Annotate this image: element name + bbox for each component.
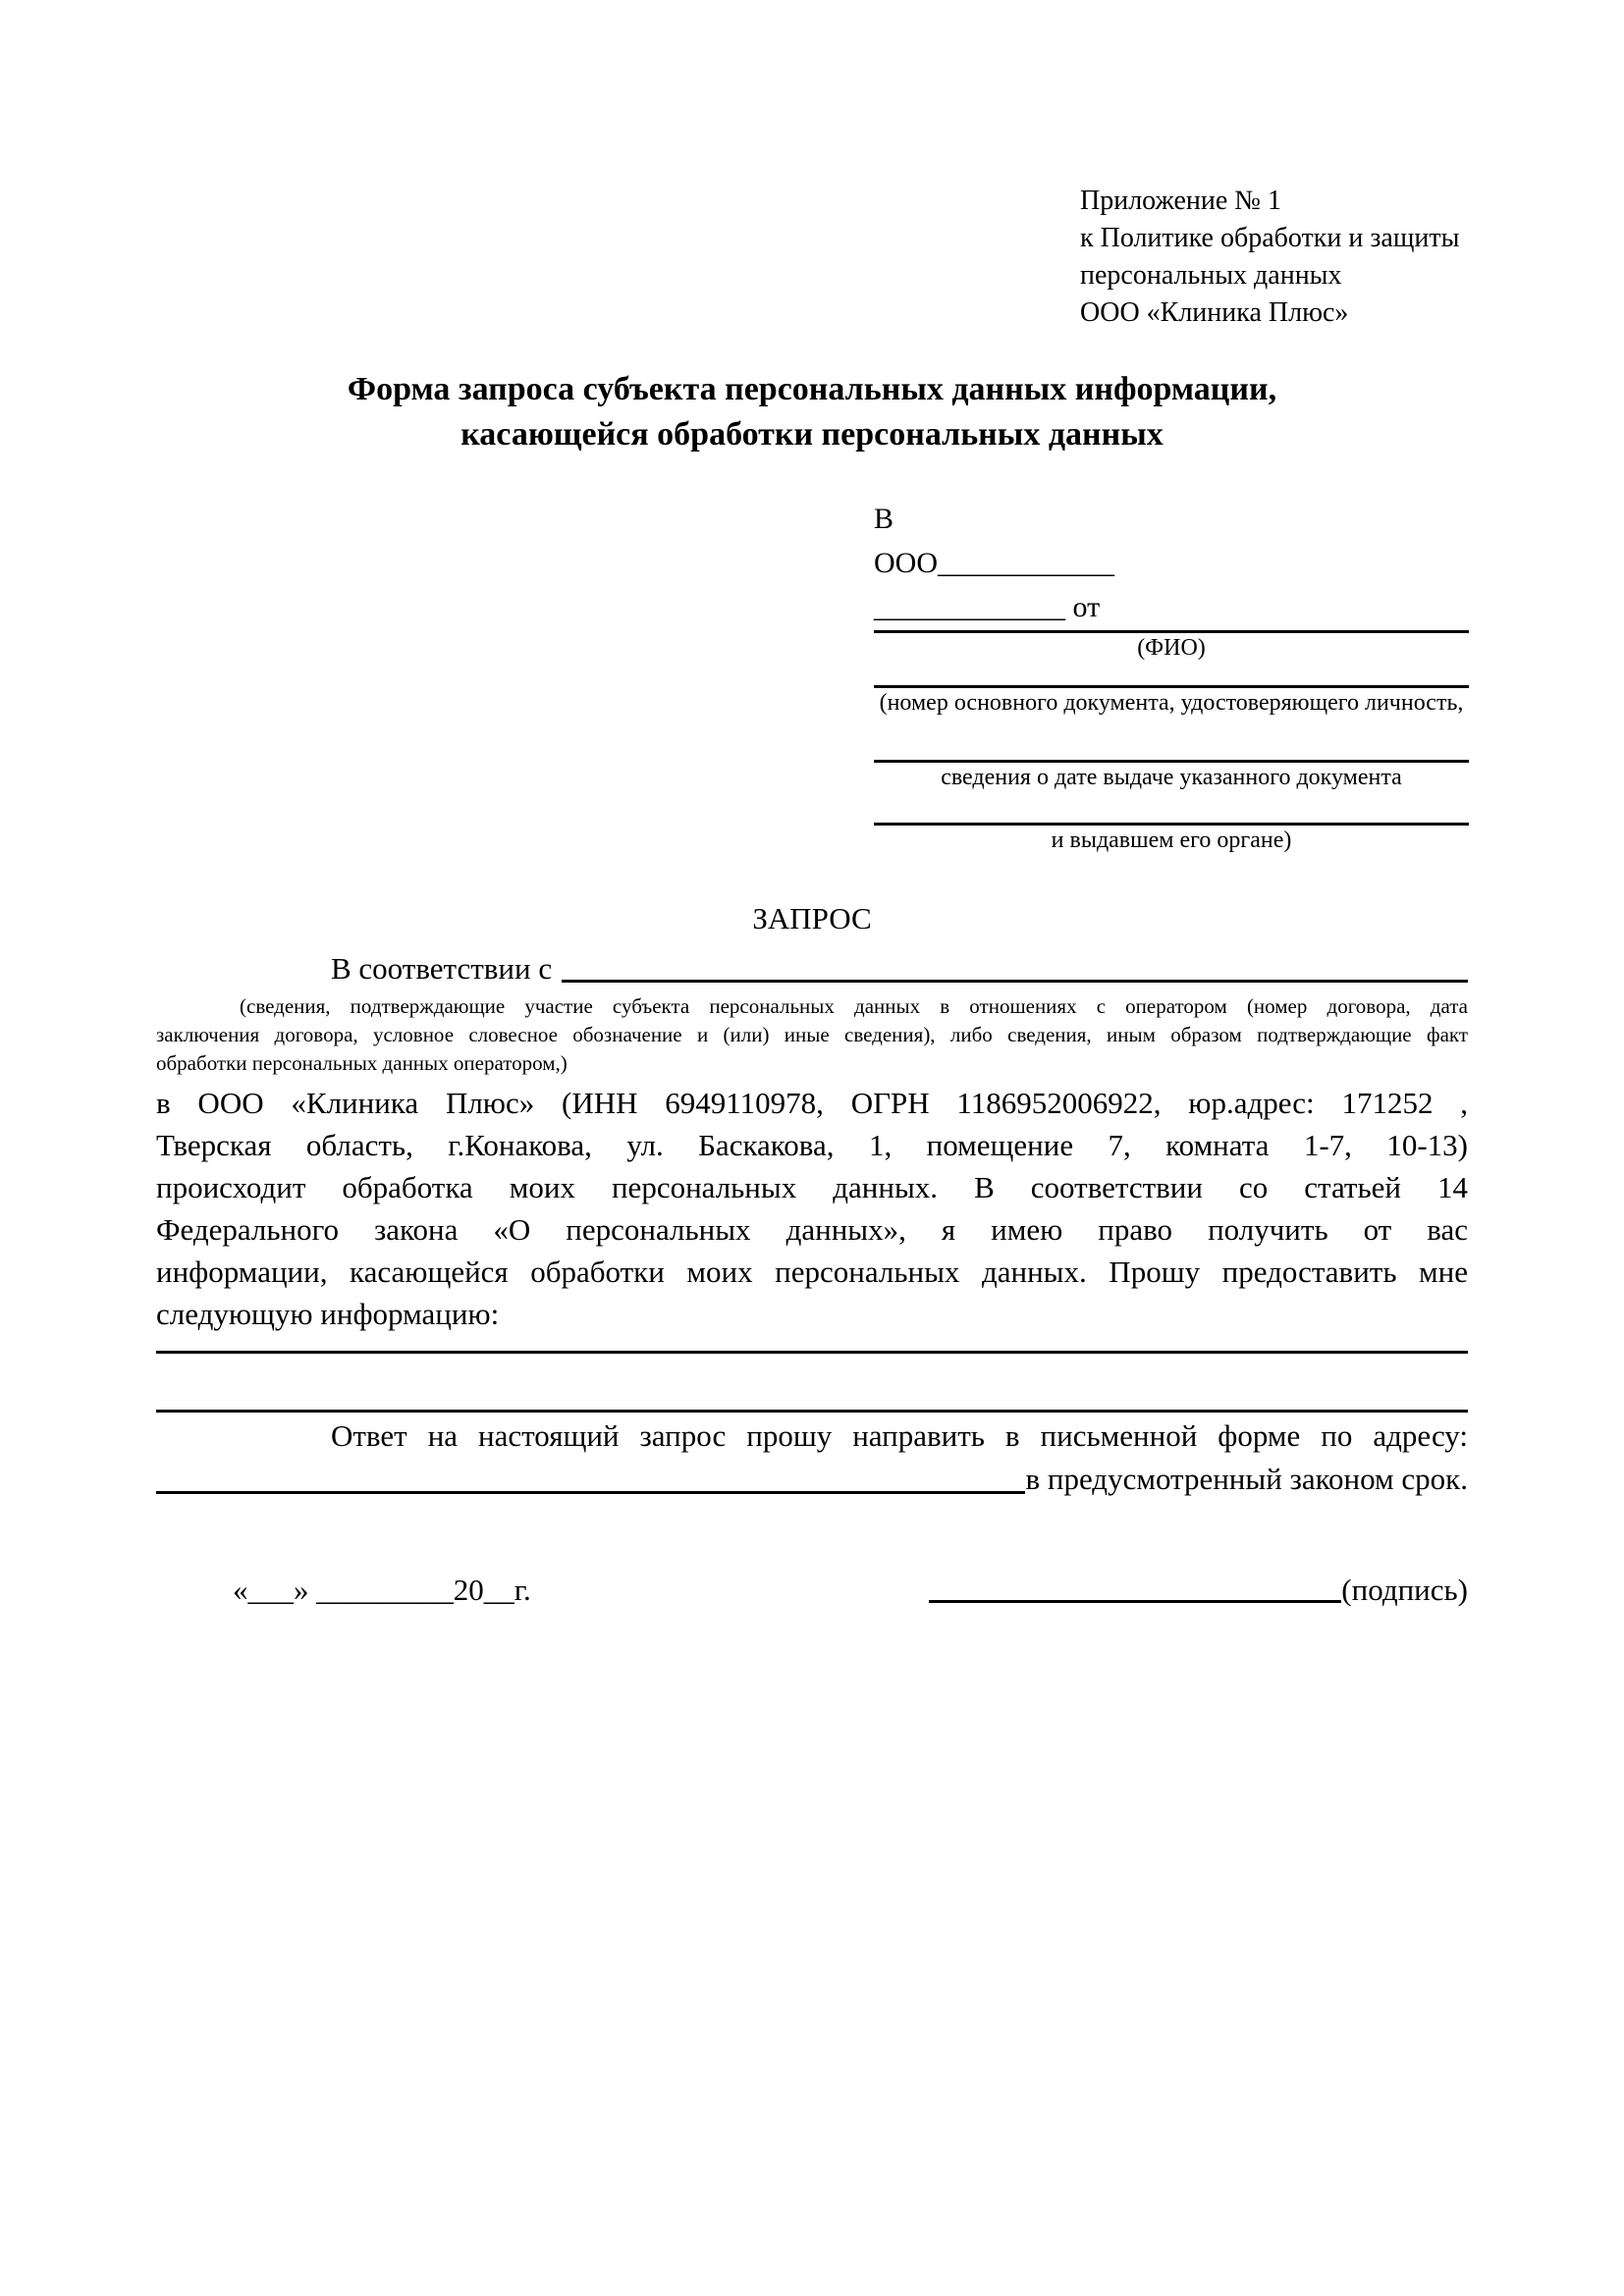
- body-line-6: следующую информацию:: [156, 1297, 500, 1331]
- date-blank-field: «___» _________20__г.: [233, 1573, 531, 1607]
- fine-print-line-2: заключения договора, условное словесное обозначение и (или) иные сведения), либо сведения, иным образом подтверждающие факт: [156, 1023, 1468, 1046]
- id-document-caption: (номер основного документа, удостоверяющего личность,: [879, 690, 1464, 716]
- body-line-4: Федерального закона «О персональных данных», я имею право получить от вас: [156, 1212, 1468, 1247]
- addressee-to-label: В: [874, 503, 894, 535]
- body-line-2: Тверская область, г.Конакова, ул. Баскакова, 1, помещение 7, комната 1-7, 10-13): [156, 1128, 1468, 1162]
- issuing-authority-caption: и выдавшем его органе): [1051, 828, 1292, 853]
- signature-caption: (подпись): [1341, 1573, 1468, 1607]
- signature-fill-rule: [929, 1600, 1341, 1603]
- addressee-block: [874, 497, 1469, 856]
- intro-fill-rule: [562, 946, 1468, 983]
- body-line-1: в ООО «Клиника Плюс» (ИНН 6949110978, ОГРН 1186952006922, юр.адрес: 171252 ,: [156, 1086, 1468, 1120]
- body-paragraph: [156, 1082, 1468, 1335]
- from-blank-field: _____________ от: [874, 591, 1101, 623]
- date-signature-row: [156, 1570, 1468, 1611]
- reply-address-fill-line: [156, 1458, 1468, 1501]
- requested-info-fill-rule-2: [156, 1410, 1468, 1413]
- body-line-3: происходит обработка моих персональных данных. В соответствии со статьей 14: [156, 1170, 1468, 1204]
- company-name-blank-field: ООО____________: [874, 547, 1114, 579]
- note-line-appendix-number: Приложение № 1: [1080, 186, 1281, 216]
- document-title: [156, 367, 1468, 457]
- title-line-1: Форма запроса субъекта персональных данных информации,: [347, 371, 1277, 407]
- signature-block: [929, 1570, 1468, 1611]
- note-line-company: ООО «Клиника Плюс»: [1080, 297, 1349, 328]
- issue-date-caption: сведения о дате выдаче указанного документа: [941, 765, 1402, 790]
- request-heading: ЗАПРОС: [752, 901, 872, 935]
- body-line-5: информации, касающейся обработки моих персональных данных. Прошу предоставить мне: [156, 1255, 1468, 1289]
- fine-print-line-1: (сведения, подтверждающие участие субъекта персональных данных в отношениях с оператором (номер договора, дата: [240, 994, 1468, 1018]
- fio-caption: (ФИО): [1137, 635, 1206, 661]
- reply-suffix-label: в предусмотренный законом срок.: [1025, 1462, 1468, 1496]
- note-line-policy: к Политике обработки и защиты: [1080, 223, 1460, 253]
- address-fill-rule: [156, 1458, 1025, 1494]
- reply-address-line: Ответ на настоящий запрос прошу направить в письменной форме по адресу:: [331, 1418, 1468, 1453]
- fine-print-line-3: обработки персональных данных оператором,): [156, 1051, 568, 1075]
- requested-info-fill-rule-1: [156, 1351, 1468, 1354]
- fine-print-note: [156, 992, 1468, 1078]
- note-line-personal-data: персональных данных: [1080, 260, 1342, 291]
- appendix-header-note: [1080, 183, 1468, 332]
- intro-prefix-label: В соответствии с: [331, 951, 553, 986]
- title-line-2: касающейся обработки персональных данных: [460, 416, 1164, 453]
- intro-line: [156, 946, 1468, 990]
